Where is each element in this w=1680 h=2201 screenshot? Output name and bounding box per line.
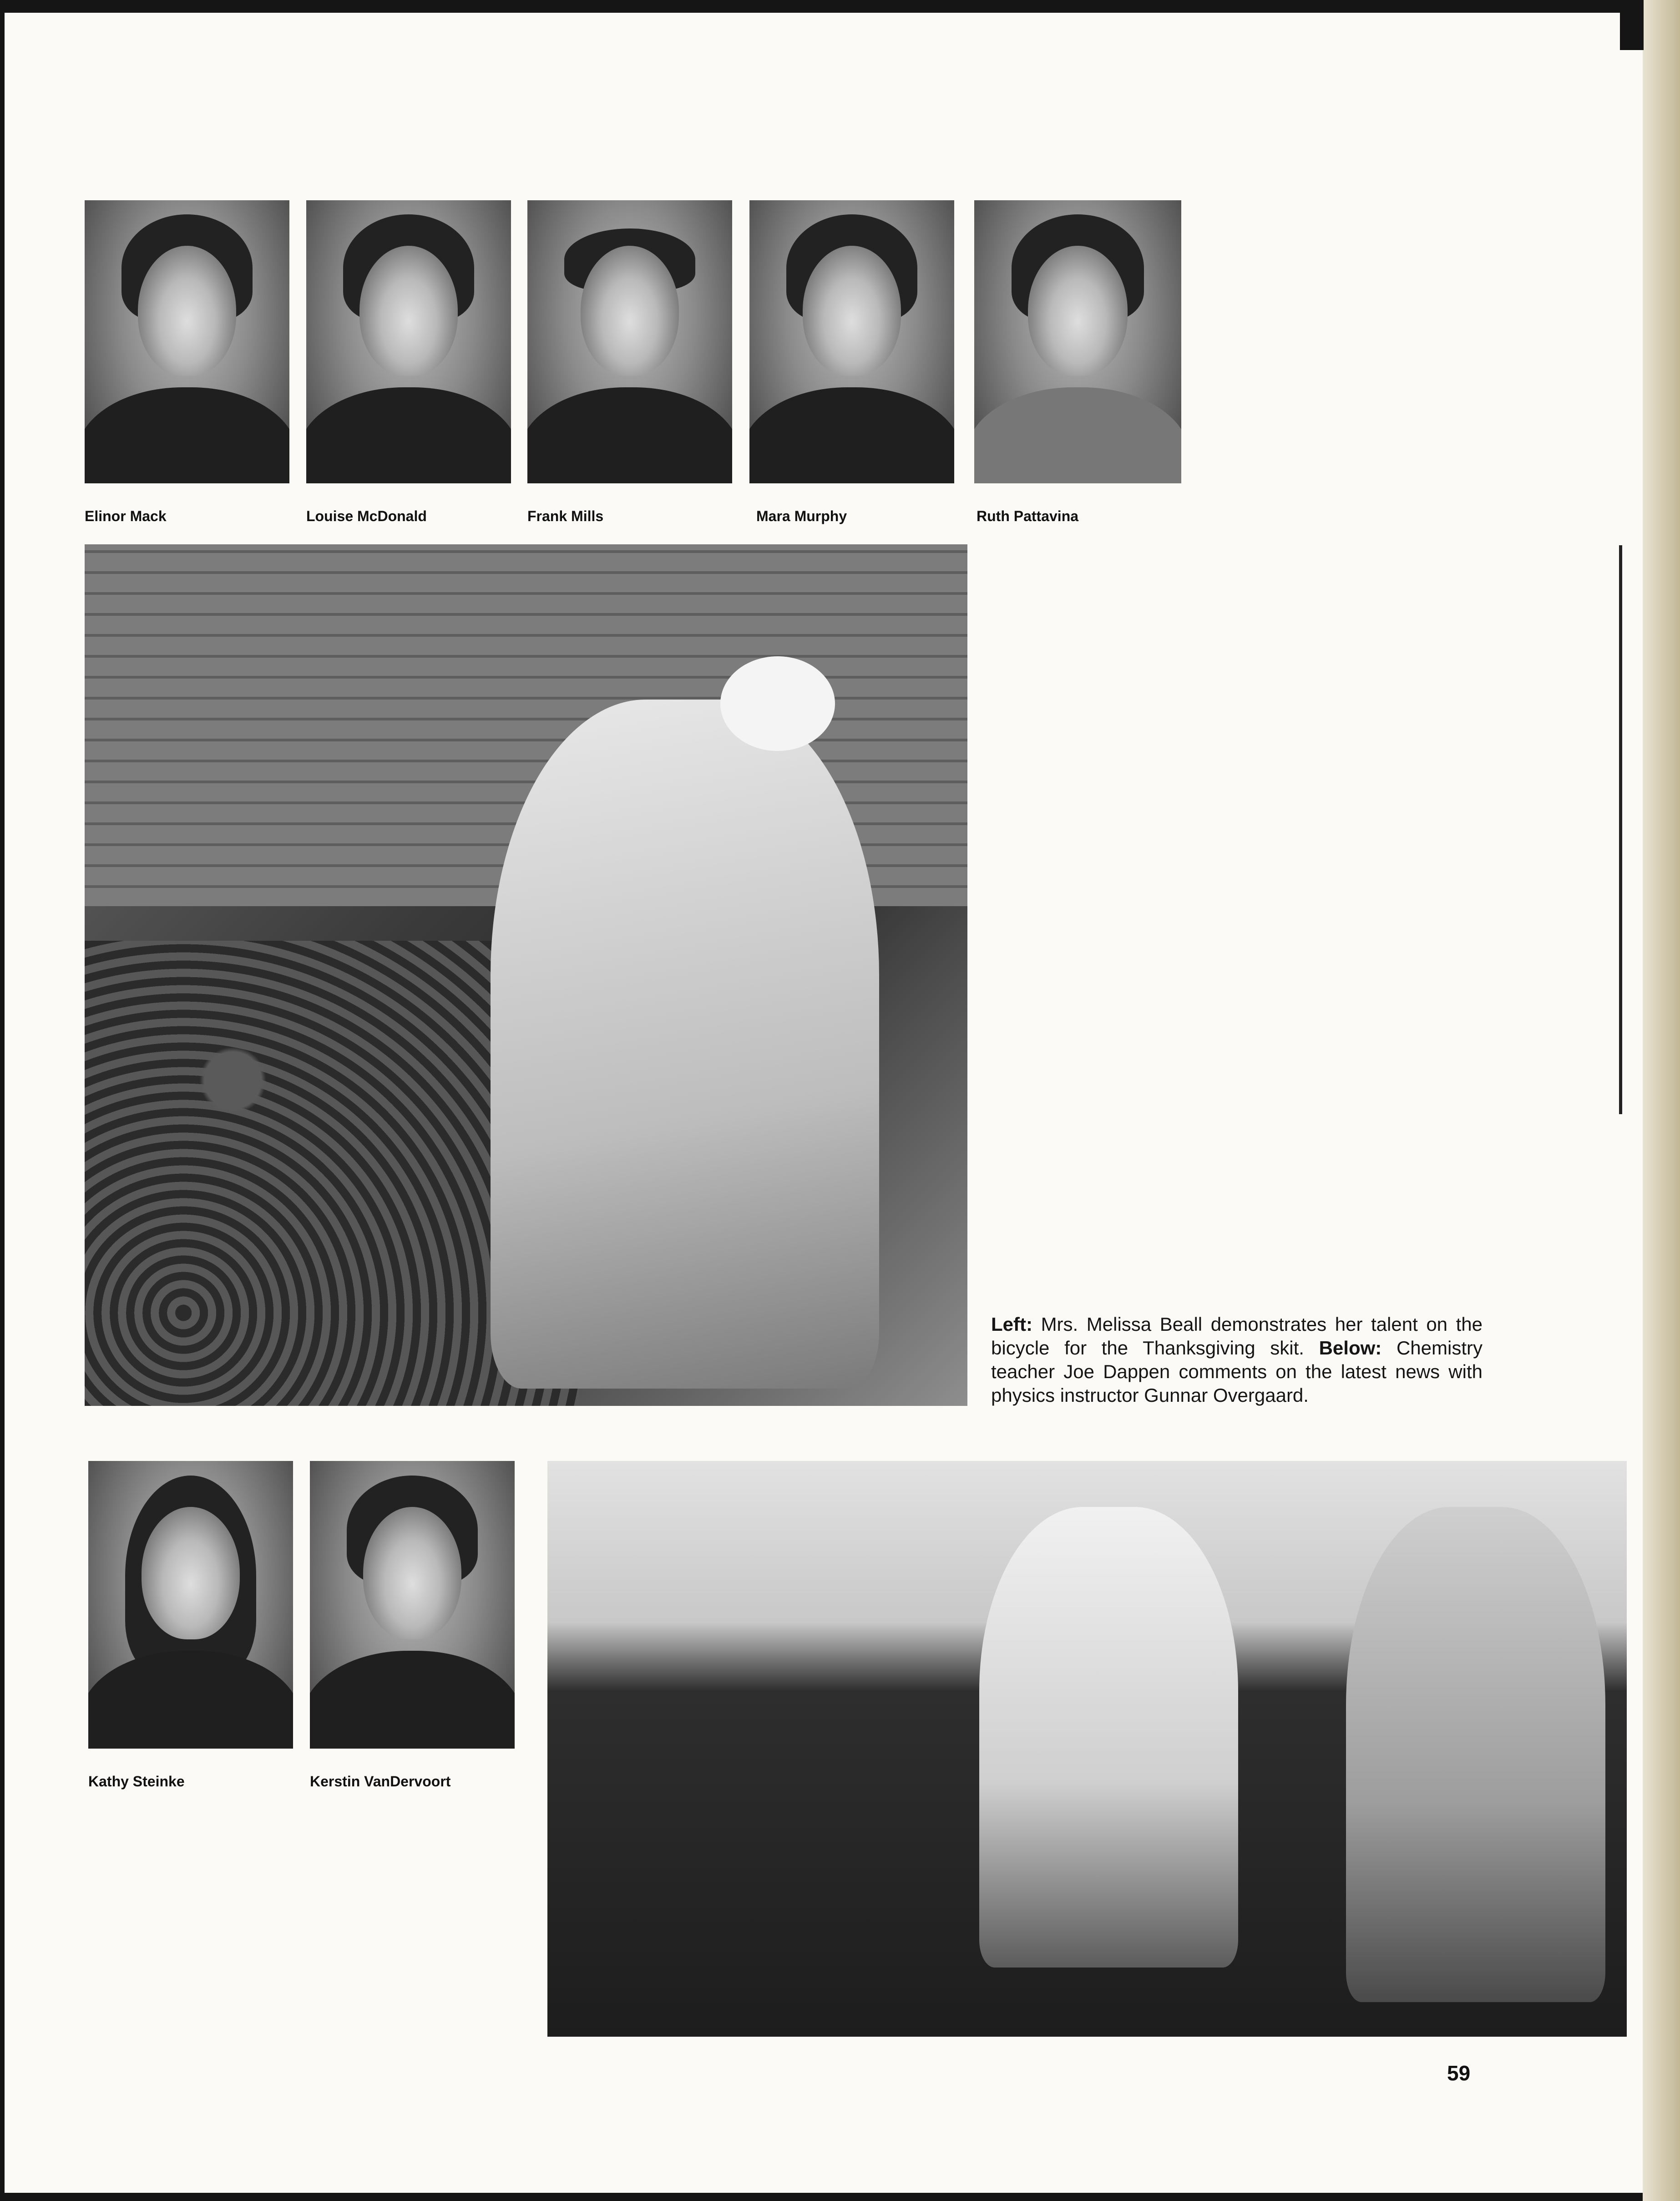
portrait-kathy-steinke bbox=[88, 1461, 293, 1749]
margin-rule bbox=[1619, 545, 1622, 1114]
thanksgiving-skit-photo bbox=[85, 544, 967, 1406]
name-caption: Ruth Pattavina bbox=[977, 508, 1079, 524]
portrait-louise-mcdonald bbox=[306, 200, 511, 483]
caption-text-left: Mrs. Melissa Beall demonstrates her talent on the bicycle for the Thanksgiving skit. bbox=[991, 1314, 1483, 1359]
portrait-mara-murphy bbox=[749, 200, 954, 483]
name-caption: Mara Murphy bbox=[756, 508, 847, 524]
portrait-frank-mills bbox=[527, 200, 732, 483]
caption-label-below: Below: bbox=[1319, 1337, 1382, 1359]
caption-text-below: Chemistry teacher Joe Dappen comments on the latest news with physics instructor Gunnar Overgaard. bbox=[991, 1337, 1483, 1406]
yearbook-page bbox=[5, 13, 1643, 2193]
portrait-ruth-pattavina bbox=[974, 200, 1181, 483]
caption-label-left: Left: bbox=[991, 1314, 1032, 1335]
teachers-lounge-photo bbox=[547, 1461, 1627, 2037]
name-caption: Elinor Mack bbox=[85, 508, 167, 524]
name-caption: Louise McDonald bbox=[306, 508, 427, 524]
portrait-kerstin-vandervoort bbox=[310, 1461, 515, 1749]
name-caption: Kathy Steinke bbox=[88, 1773, 185, 1790]
photo-caption-block bbox=[991, 1313, 1483, 1407]
name-caption: Frank Mills bbox=[527, 508, 604, 524]
page-number: 59 bbox=[1447, 2061, 1471, 2085]
portrait-elinor-mack bbox=[85, 200, 289, 483]
name-caption: Kerstin VanDervoort bbox=[310, 1773, 451, 1790]
book-spine-shadow bbox=[1620, 0, 1644, 50]
book-spine bbox=[1643, 0, 1680, 2201]
